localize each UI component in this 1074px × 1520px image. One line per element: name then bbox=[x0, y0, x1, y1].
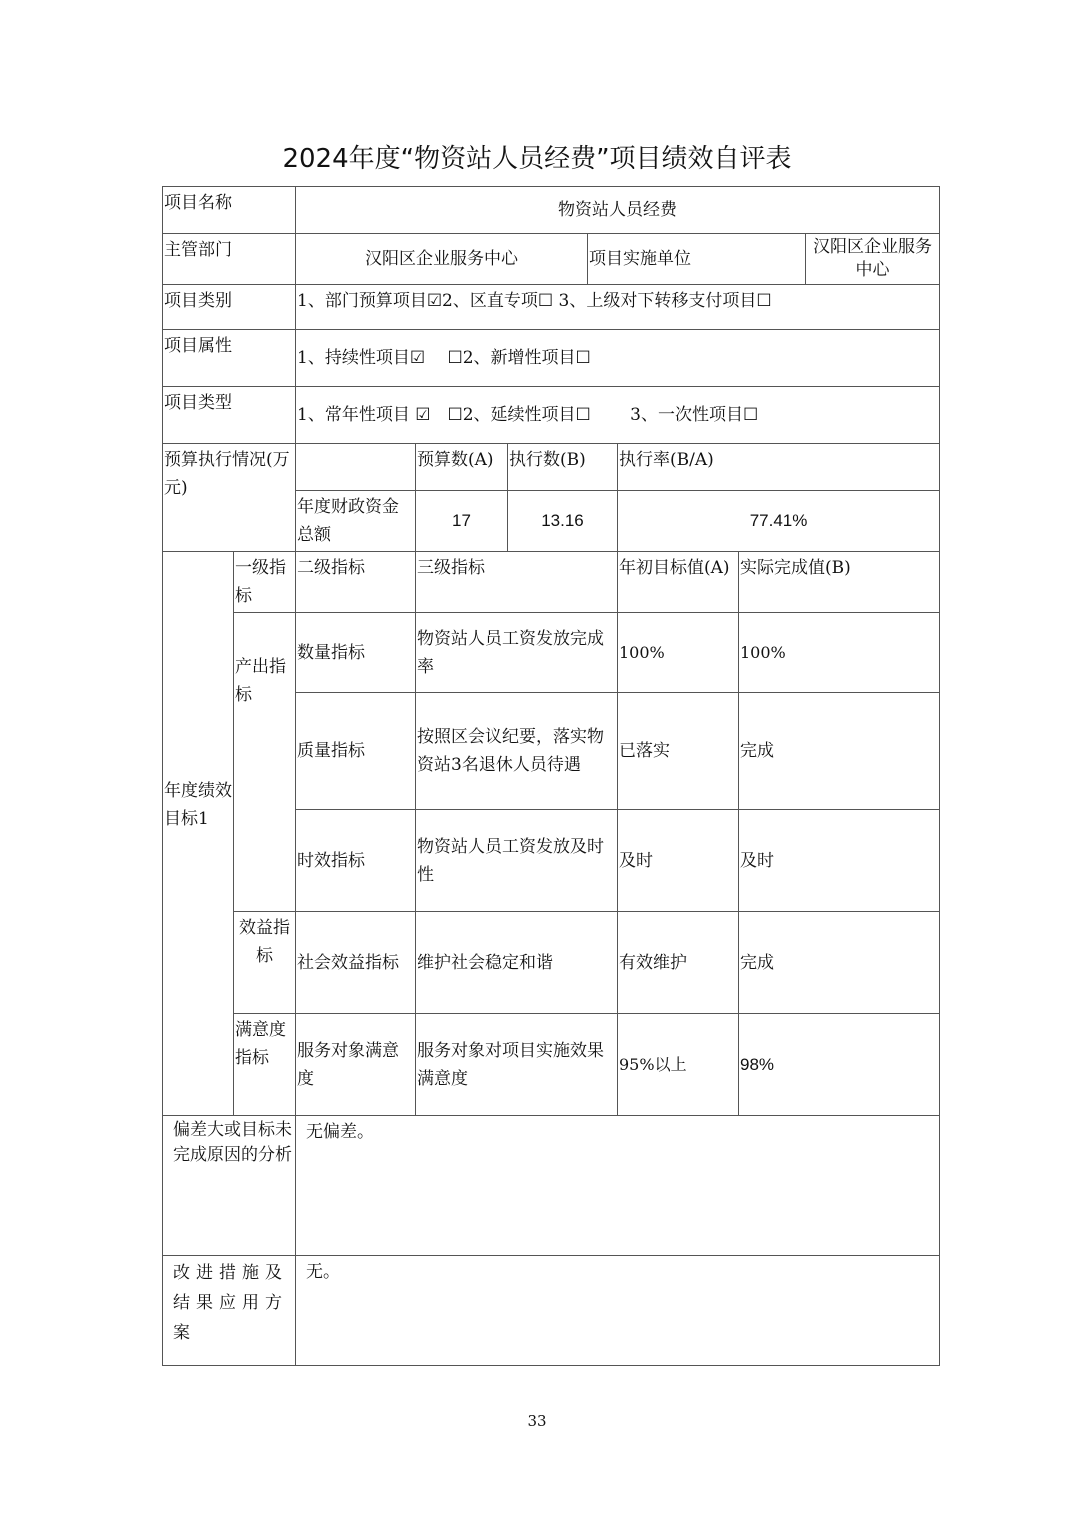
actual-cell: 及时 bbox=[739, 810, 940, 912]
project-name-value: 物资站人员经费 bbox=[296, 187, 940, 234]
budget-b: 13.16 bbox=[508, 491, 618, 552]
actual-cell: 完成 bbox=[739, 912, 940, 1014]
department-label: 主管部门 bbox=[163, 234, 296, 285]
actual-cell: 完成 bbox=[739, 693, 940, 810]
page-number: 33 bbox=[527, 1412, 547, 1430]
type-value: 1、常年性项目 ☑ ☐2、延续性项目☐ 3、一次性项目☐ bbox=[296, 387, 940, 444]
level1-benefit: 效益指标 bbox=[234, 912, 296, 1014]
level2-cell: 数量指标 bbox=[296, 613, 416, 693]
attribute-value: 1、持续性项目☑ ☐2、新增性项目☐ bbox=[296, 330, 940, 387]
target-cell: 95%以上 bbox=[618, 1014, 739, 1116]
deviation-value: 无偏差。 bbox=[296, 1116, 940, 1256]
budget-a: 17 bbox=[416, 491, 508, 552]
level2-cell: 服务对象满意度 bbox=[296, 1014, 416, 1116]
header-level1: 一级指标 bbox=[234, 552, 296, 613]
actual-cell: 98% bbox=[739, 1014, 940, 1116]
budget-label: 预算执行情况(万元) bbox=[163, 444, 296, 552]
budget-row-label: 年度财政资金总额 bbox=[296, 491, 416, 552]
budget-col-rate: 执行率(B/A) bbox=[618, 444, 940, 491]
level1-satisfaction: 满意度指标 bbox=[234, 1014, 296, 1116]
header-target: 年初目标值(A) bbox=[618, 552, 739, 613]
level2-cell: 时效指标 bbox=[296, 810, 416, 912]
attribute-label: 项目属性 bbox=[163, 330, 296, 387]
level3-cell: 服务对象对项目实施效果满意度 bbox=[416, 1014, 618, 1116]
category-label: 项目类别 bbox=[163, 285, 296, 330]
improvement-value: 无。 bbox=[296, 1256, 940, 1366]
improvement-label: 改进措施及结果应用方案 bbox=[163, 1256, 296, 1366]
deviation-label: 偏差大或目标未完成原因的分析 bbox=[163, 1116, 296, 1256]
department-value: 汉阳区企业服务中心 bbox=[296, 234, 588, 285]
impl-unit-label: 项目实施单位 bbox=[588, 234, 806, 285]
budget-empty-cell bbox=[296, 444, 416, 491]
target-cell: 100% bbox=[618, 613, 739, 693]
level3-cell: 维护社会稳定和谐 bbox=[416, 912, 618, 1014]
level3-cell: 按照区会议纪要，落实物资站3名退休人员待遇 bbox=[416, 693, 618, 810]
page-title: 2024年度“物资站人员经费”项目绩效自评表 bbox=[282, 144, 792, 174]
header-level3: 三级指标 bbox=[416, 552, 618, 613]
actual-cell: 100% bbox=[739, 613, 940, 693]
level2-cell: 质量指标 bbox=[296, 693, 416, 810]
performance-table bbox=[162, 186, 940, 1366]
target-cell: 及时 bbox=[618, 810, 739, 912]
budget-col-a: 预算数(A) bbox=[416, 444, 508, 491]
level3-cell: 物资站人员工资发放及时性 bbox=[416, 810, 618, 912]
level3-cell: 物资站人员工资发放完成率 bbox=[416, 613, 618, 693]
level1-output: 产出指标 bbox=[234, 613, 296, 912]
project-name-label: 项目名称 bbox=[163, 187, 296, 234]
type-label: 项目类型 bbox=[163, 387, 296, 444]
budget-rate: 77.41% bbox=[618, 491, 940, 552]
target-cell: 已落实 bbox=[618, 693, 739, 810]
header-level2: 二级指标 bbox=[296, 552, 416, 613]
goals-label: 年度绩效目标1 bbox=[163, 552, 234, 1116]
budget-col-b: 执行数(B) bbox=[508, 444, 618, 491]
header-actual: 实际完成值(B) bbox=[739, 552, 940, 613]
level2-cell: 社会效益指标 bbox=[296, 912, 416, 1014]
category-value: 1、部门预算项目☑2、区直专项☐ 3、上级对下转移支付项目☐ bbox=[296, 285, 940, 330]
impl-unit-value: 汉阳区企业服务中心 bbox=[806, 234, 940, 285]
target-cell: 有效维护 bbox=[618, 912, 739, 1014]
